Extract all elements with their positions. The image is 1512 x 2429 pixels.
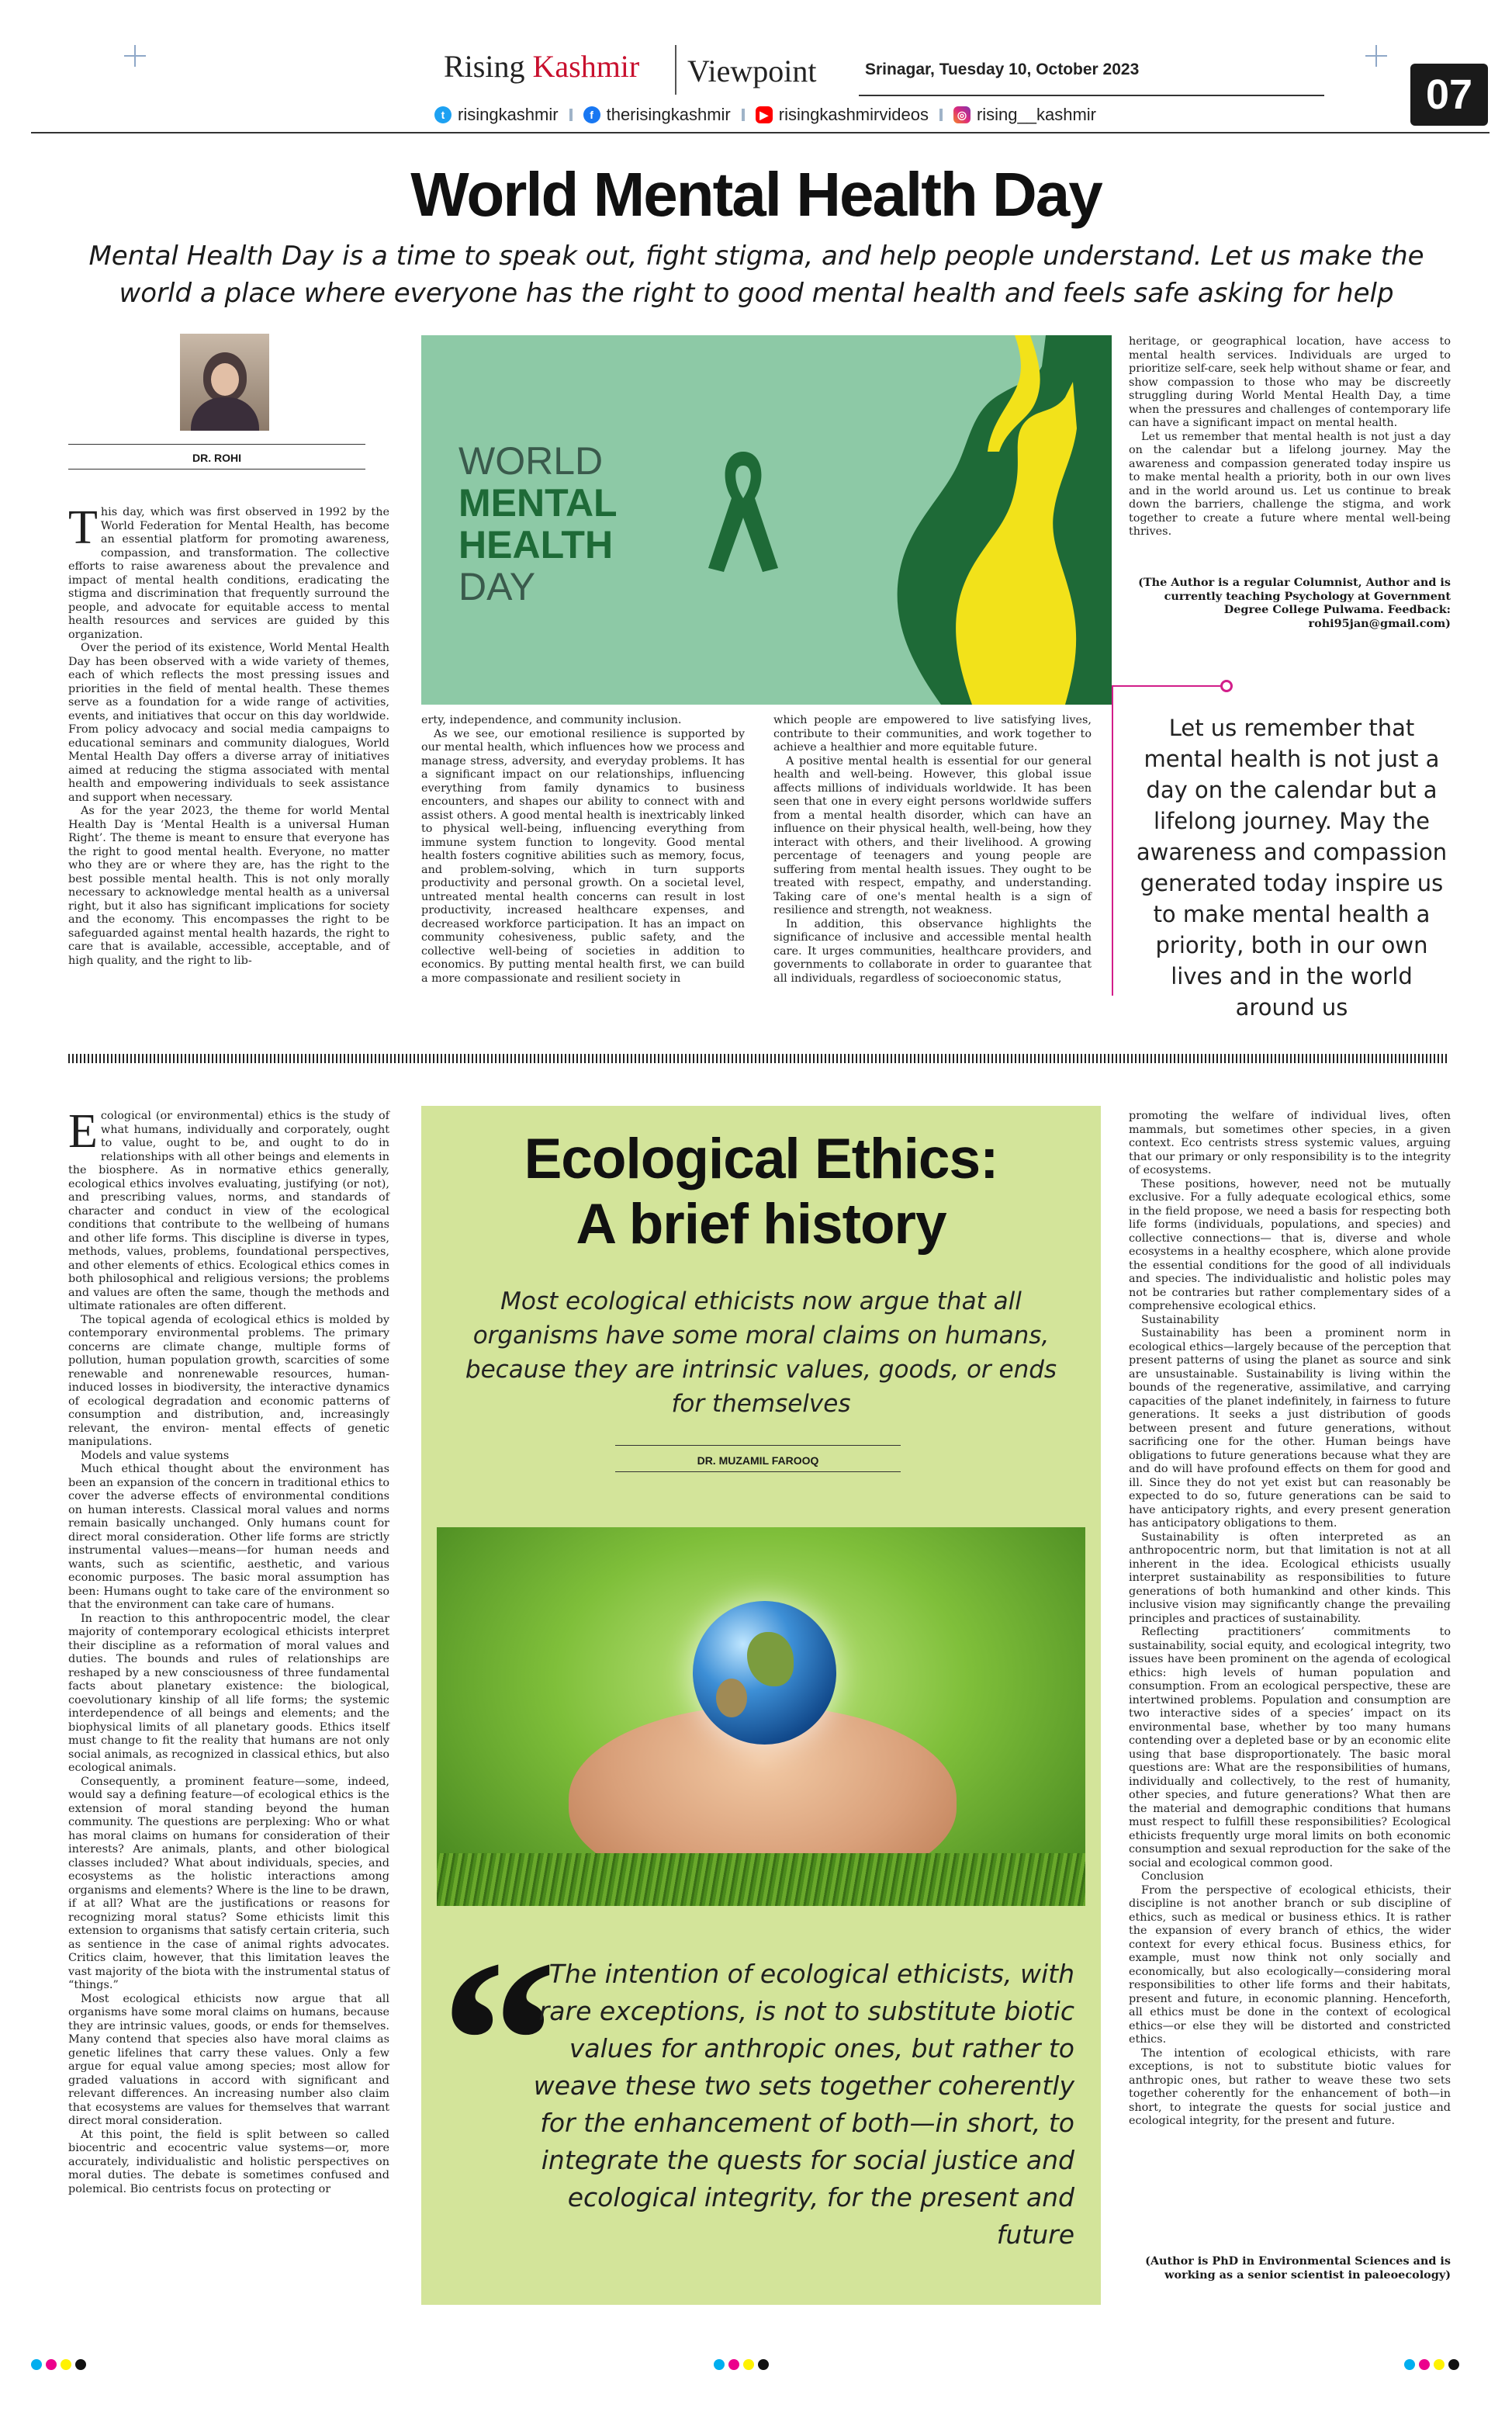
article2-signoff: (Author is PhD in Environmental Sciences and is working as a senior scientist in paleoecology) bbox=[1145, 2254, 1451, 2282]
twitter-icon: t bbox=[434, 106, 452, 123]
paragraph: erty, independence, and community inclusion. bbox=[421, 714, 682, 726]
dropcap: T bbox=[68, 501, 98, 554]
pull-quote-accent-line bbox=[1112, 685, 1113, 996]
pull-quote-accent-dot bbox=[1220, 680, 1233, 692]
image-wordmark: WORLD MENTAL HEALTH DAY bbox=[458, 439, 618, 608]
globe-icon bbox=[693, 1601, 836, 1745]
article1-column-1 bbox=[68, 501, 389, 968]
paragraph: A positive mental health is essential for our general health and well-being. However, this global issue affects millions of individuals worldwide. It has been seen that one in every eight persons worldwide suffers from a mental health disorder, which can have an influence on their physical health, well-being, how they interact with others, and their livelihood. A growing percentage of teenagers and young people are suffering from mental health issues. They ought to be treated with respect, empathy, and understanding. Taking care of one's mental health is a sign of resilience and strength, not weakness. bbox=[773, 754, 1092, 917]
paragraph: These positions, however, need not be mutually exclusive. For a fully adequate ecological ethics, some in the field propose, we need a basis for respecting both life forms (individuals, populations, and species) and collective connections— that is, diverse and whole ecosystems in a healthy ecosphere, which alone provide the essential conditions for the good of all individuals and species. The individualistic and holistic poles may not be contraries but rather complementary sides of a comprehensive ecological ethics. bbox=[1129, 1177, 1451, 1312]
paragraph: In addition, this observance highlights the significance of inclusive and accessible mental health care. It urges communities, healthcare providers, and governments to collaborate in order to guarantee that all individuals, regardless of socioeconomic status, bbox=[773, 917, 1092, 985]
dateline: Srinagar, Tuesday 10, October 2023 bbox=[865, 61, 1140, 78]
article2-byline: DR. MUZAMIL FAROOQ bbox=[697, 1454, 819, 1467]
social-handle: rising__kashmir bbox=[976, 105, 1097, 124]
article1-column-2 bbox=[421, 714, 745, 986]
paragraph: promoting the welfare of individual lives, often mammals, but sometimes other species, in a given context. Eco centrists stress systemic values, arguing that our primary or only responsibility is to the integrity of ecosystems. bbox=[1129, 1110, 1451, 1176]
article2-pull-quote: The intention of ecological ethicists, with rare exceptions, is not to substitute biotic values for anthropic ones, but rather to weave these two sets together coherently for the enhancement of both—in short, to integrate the quests for social justice and ecological integrity, for the present and future bbox=[533, 1959, 1074, 2250]
article1-byline: DR. ROHI bbox=[192, 452, 241, 464]
byline-rule bbox=[615, 1471, 901, 1472]
brand-name-part2: Kashmir bbox=[532, 49, 640, 84]
hands-illustration bbox=[840, 335, 1112, 705]
paragraph: As for the year 2023, the theme for world Mental Health Day is ‘Mental Health is a universal Human Right’. The theme is meant to ensure that everyone has the right to good mental health. Everyone, no matter who they are or where they are, has the right to the best possible mental health. This is not only morally necessary to acknowledge mental health as a universal right, but it also has significant implications for society and the economy. This encompasses the right to be safeguarded against mental health hazards, the right to care that is available, accessible, acceptable, and of high quality, and the right to lib- bbox=[68, 805, 389, 967]
article1-column-3 bbox=[773, 714, 1092, 986]
article1-column-4 bbox=[1129, 335, 1451, 539]
article2-column-1 bbox=[68, 1105, 389, 2196]
quote-mark-icon: “ bbox=[441, 1912, 557, 2170]
article1-headline: World Mental Health Day bbox=[410, 160, 1102, 229]
social-separator bbox=[742, 109, 745, 121]
social-separator bbox=[569, 109, 573, 121]
subheading: Conclusion bbox=[1141, 1870, 1204, 1883]
paragraph: Consequently, a prominent feature—some, indeed, would say a defining feature—of ecological ethics is the extension of moral standing beyond the human community. The questions are perplexing: Who or what has moral claims on humans for consideration of their interests? Are animals, plants, and other biological classes included? What about individuals, species, and ecosystems as the holistic interactions among organisms and elements? Where is the line to be drawn, if at all? What are the justifications or reasons for recognizing moral status? Some ethicists limit this extension to organisms that satisfy certain criteria, such as sentience in the case of animal rights advocates. Critics claim, however, that this limitation leaves the vast majority of the biota with the instrumental status of “things.” bbox=[68, 1775, 389, 1991]
social-instagram[interactable] bbox=[953, 105, 1096, 125]
social-youtube[interactable] bbox=[756, 105, 929, 125]
section-divider bbox=[68, 1054, 1449, 1063]
pull-quote-accent-line bbox=[1112, 685, 1228, 687]
paragraph: cological (or environmental) ethics is the study of what humans, individually and corporately, ought to value, ought to be, and ought to do in relationships with all other beings and elements in the biosphere. As in normative ethics generally, ecological ethics involves evaluating, justifying (or not), and prescribing values, norms, and standards of character and conduct in view of the ecological conditions that contribute to the wellbeing of humans and other life forms. This discipline is diverse in types, methods, values, problems, foundational perspectives, and other elements of ethics. Ecological ethics comes in both philosophical and religious versions; the problems and values are often the same, though the methods and ultimate rationales are often different. bbox=[68, 1110, 389, 1312]
social-handle: risingkashmirvideos bbox=[778, 105, 929, 124]
paragraph: Over the period of its existence, World Mental Health Day has been observed with a wide variety of themes, each of which reflects the most pressing issues and priorities in the field of mental health. These themes serve as a foundation for a wide range of activities, events, and initiatives that occur on this day worldwide. From policy advocacy and social media campaigns to educational seminars and community dialogues, World Mental Health Day offers a diverse array of initiatives aimed at reducing the stigma associated with mental health and empowering individuals to seek assistance and support when necessary. bbox=[68, 642, 389, 804]
paragraph: which people are empowered to live satisfying lives, contribute to their communities, and work together to achieve a healthier and more equitable future. bbox=[773, 714, 1092, 754]
paragraph: As we see, our emotional resilience is supported by our mental health, which influences how we process and manage stress, adversity, and everyday problems. It has a significant impact on our relationships, influencing everything from family dynamics to business encounters, and shapes our ability to connect with and assist others. A good mental health is inextricably linked to physical well-being, influencing everything from immune system function to longevity. Good mental health fosters cognitive abilities such as memory, focus, and problem-solving, which in turn supports productivity and personal growth. On a societal level, untreated mental health concerns can result in lost productivity, increased healthcare expenses, and decreased workforce participation. It has an impact on community cohesiveness, public safety, and the collective well-being of societies in addition to economics. By putting mental health first, we can build a more compassionate and resilient society in bbox=[421, 727, 745, 985]
social-handle: therisingkashmir bbox=[606, 105, 731, 124]
brand-name-part1: Rising bbox=[444, 49, 525, 84]
ribbon-icon bbox=[701, 444, 786, 576]
registration-marks-right bbox=[1404, 2359, 1463, 2370]
article2-deck: Most ecological ethicists now argue that all organisms have some moral claims on humans, because they are intrinsic values, goods, or ends for themselves bbox=[465, 1287, 1057, 1418]
byline-rule bbox=[68, 444, 365, 445]
registration-marks-center bbox=[714, 2359, 773, 2370]
world-mental-health-day-image bbox=[421, 335, 1112, 705]
article1-deck: Mental Health Day is a time to speak out, fight stigma, and help people understand. Let us make the world a place where everyone has the right to good mental health and feels safe asking for help bbox=[88, 241, 1424, 309]
byline-rule bbox=[68, 469, 365, 470]
article2-headline: Ecological Ethics: A brief history bbox=[524, 1128, 998, 1256]
social-facebook[interactable] bbox=[583, 105, 731, 125]
paragraph: At this point, the field is split between so called biocentric and ecocentric value systems—or, more accurately, individualistic and holistic perspectives on moral duties. The debate is sometimes confused and polemical. Bio centrists focus on protecting or bbox=[68, 2128, 389, 2195]
earth-in-hands-image bbox=[437, 1527, 1085, 1906]
social-twitter[interactable] bbox=[434, 105, 559, 125]
paragraph: From the perspective of ecological ethicists, their discipline is not another branch or sub discipline of ethics, such as medical or business ethics. It is rather the expansion of every branch of ethics, the wider context for every ethical focus. Business ethics, for example, must now think not only socially and economically, but also ecologically—considering moral responsibilities to other life forms and their habitats, present and future, in economic planning. Henceforth, all ethics must be done in the context of ecological ethics—or else they will be distorted and constricted ethics. bbox=[1129, 1883, 1451, 2046]
registration-marks-left bbox=[31, 2359, 90, 2370]
article1-signoff: (The Author is a regular Columnist, Author and is currently teaching Psychology at Government Degree College Pulwama. Feedback: rohi95jan@gmail.com) bbox=[1138, 576, 1451, 630]
masthead bbox=[0, 0, 1512, 136]
grass bbox=[437, 1853, 1085, 1906]
paragraph: Let us remember that mental health is not just a day on the calendar but a lifelong journey. May the awareness and compassion generated today inspire us to make mental health a priority, both in our own lives and in the world around us. Let us continue to break down the barriers, challenge the stigma, and work together to create a future where mental well-being thrives. bbox=[1129, 430, 1451, 538]
facebook-icon: f bbox=[583, 106, 600, 123]
article2-column-2 bbox=[1129, 1110, 1451, 2129]
paragraph: Most ecological ethicists now argue that all organisms have some moral claims on humans, because they are intrinsic values, goods, or ends for themselves. Many contend that species also have moral claims as genetic lifelines that carry these values. Only a few argue for equal value among species; most allow for graded valuations in accord with significant and relevant differences. An increasing number also claim that ecosystems are values for themselves that warrant direct moral consideration. bbox=[68, 1992, 389, 2127]
dateline-rule bbox=[859, 95, 1324, 96]
author-photo-rohi bbox=[180, 334, 269, 431]
paragraph: The intention of ecological ethicists, with rare exceptions, is not to substitute biotic values for anthropic ones, but rather to weave these two sets together coherently for the enhancement of both—in short, to integrate the quests for social justice and ecological integrity, for the present and future. bbox=[1129, 2046, 1451, 2127]
social-separator bbox=[939, 109, 943, 121]
social-handle: risingkashmir bbox=[458, 105, 559, 124]
paragraph: Reflecting practitioners’ commitments to sustainability, social equity, and ecological integrity, two issues have been prominent on the agenda of ecological ethics: high levels of human population and consumption. From an ecological perspective, these are intertwined problems. Population and consumption are two interactive sides of a species’ impact on its environmental base, whether by too many humans contending over a depleted base or by an economic elite using that base disproportionately. The basic moral questions are: What are the responsibilities of humans, individually and collectively, to the rest of humanity, other species, and future generations? What then are the material and demographic conditions that humans must respect to fulfill these responsibilities? Ecological ethicists frequently urge moral limits on both economic consumption and sexual reproduction for the sake of the social and ecological common good. bbox=[1129, 1626, 1451, 1869]
article1-pull-quote: Let us remember that mental health is not just a day on the calendar but a lifelong journey. May the awareness and compassion generated today inspire us to make mental health a priority, both in our own lives and in the world around us bbox=[1136, 715, 1448, 1020]
page-number: 07 bbox=[1410, 64, 1488, 126]
paragraph: In reaction to this anthropocentric model, the clear majority of contemporary ecological ethicists interpret their discipline as a reformation of moral values and duties. The bounds and rules of relationships are reshaped by a new consciousness of three fundamental facts about planetary existence: the biological, coevolutionary kinship of all life forms; the systemic interdependence of all beings and elements; and the biophysical limits of all planetary goods. Ethics itself must change to fit the reality that humans are not only social animals, as recognized in classical ethics, but also ecological animals. bbox=[68, 1612, 389, 1774]
paragraph: heritage, or geographical location, have access to mental health services. Individuals are urged to prioritize self-care, seek help without shame or fear, and show compassion to those who may be discreetly struggling during World Mental Health Day, a time when the pressures and challenges of contemporary life can have a significant impact on mental health. bbox=[1129, 335, 1451, 429]
paragraph: his day, which was first observed in 1992 by the World Federation for Mental Health, has become an essential platform for promoting awareness, compassion, and transformation. The collective efforts to raise awareness about the prevalence and impact of mental health conditions, eradicating the stigma and discrimination that frequently surround the people, and advocate for equitable access to mental health resources and services are guided by this organization. bbox=[68, 506, 389, 641]
masthead-rule bbox=[31, 132, 1490, 133]
paragraph: The topical agenda of ecological ethics is molded by contemporary environmental problems. The primary concerns are climate change, multiple forms of pollution, human population growth, scarcities of some renewable and nonrenewable resources, human-induced losses in biodiversity, the interactive dynamics of ecological degradation and economic patterns of consumption and distribution, and, increasingly relevant, the environ- mental effects of genetic manipulations. bbox=[68, 1313, 389, 1448]
paragraph: Sustainability has been a prominent norm in ecological ethics—largely because of the perception that present patterns of using the planet as source and sink are unsustainable. Sustainability is living within the bounds of the regenerative, assimilative, and carrying capacities of the planet indefinitely, in fairness to future generations. It seeks a just distribution of goods between present and future generations, without sacrificing one for the other. Human beings have obligations to future generations because what they are and do will have profound effects on them for good and ill. Since they do not yet exist but can reasonably be expected to do so, future generations can be said to have anticipatory rights, and every present generation has anticipatory obligations to them. bbox=[1129, 1327, 1451, 1530]
social-links bbox=[434, 104, 1107, 126]
youtube-icon: ▶ bbox=[756, 106, 773, 123]
brand-logo bbox=[444, 48, 639, 85]
section-name: Viewpoint bbox=[687, 54, 817, 88]
subheading: Sustainability bbox=[1141, 1313, 1220, 1326]
paragraph: Much ethical thought about the environment has been an expansion of the concern in traditional ethics to cover the adverse effects of environmental conditions on human interests. Classical moral values and norms remain basically unchanged. Only humans count for direct moral consideration. Other life forms are strictly instrumental values—means—for human needs and wants, such as scientific, aesthetic, and various economic purposes. The basic moral assumption has been: Humans ought to take care of the environment so that the environment can take care of humans. bbox=[68, 1463, 389, 1611]
masthead-divider bbox=[675, 45, 676, 95]
paragraph: Sustainability is often interpreted as an anthropocentric norm, but that limitation is not at all inherent in the idea. Ecological ethicists usually interpret sustainability as responsibilities to future generations of both humankind and other kinds. This inclusive vision may significantly change the prevailing principles and practices of sustainability. bbox=[1129, 1530, 1451, 1625]
dropcap: E bbox=[68, 1105, 98, 1158]
subheading: Models and value systems bbox=[81, 1449, 230, 1462]
instagram-icon: ◎ bbox=[953, 106, 971, 123]
byline-rule bbox=[615, 1445, 901, 1446]
